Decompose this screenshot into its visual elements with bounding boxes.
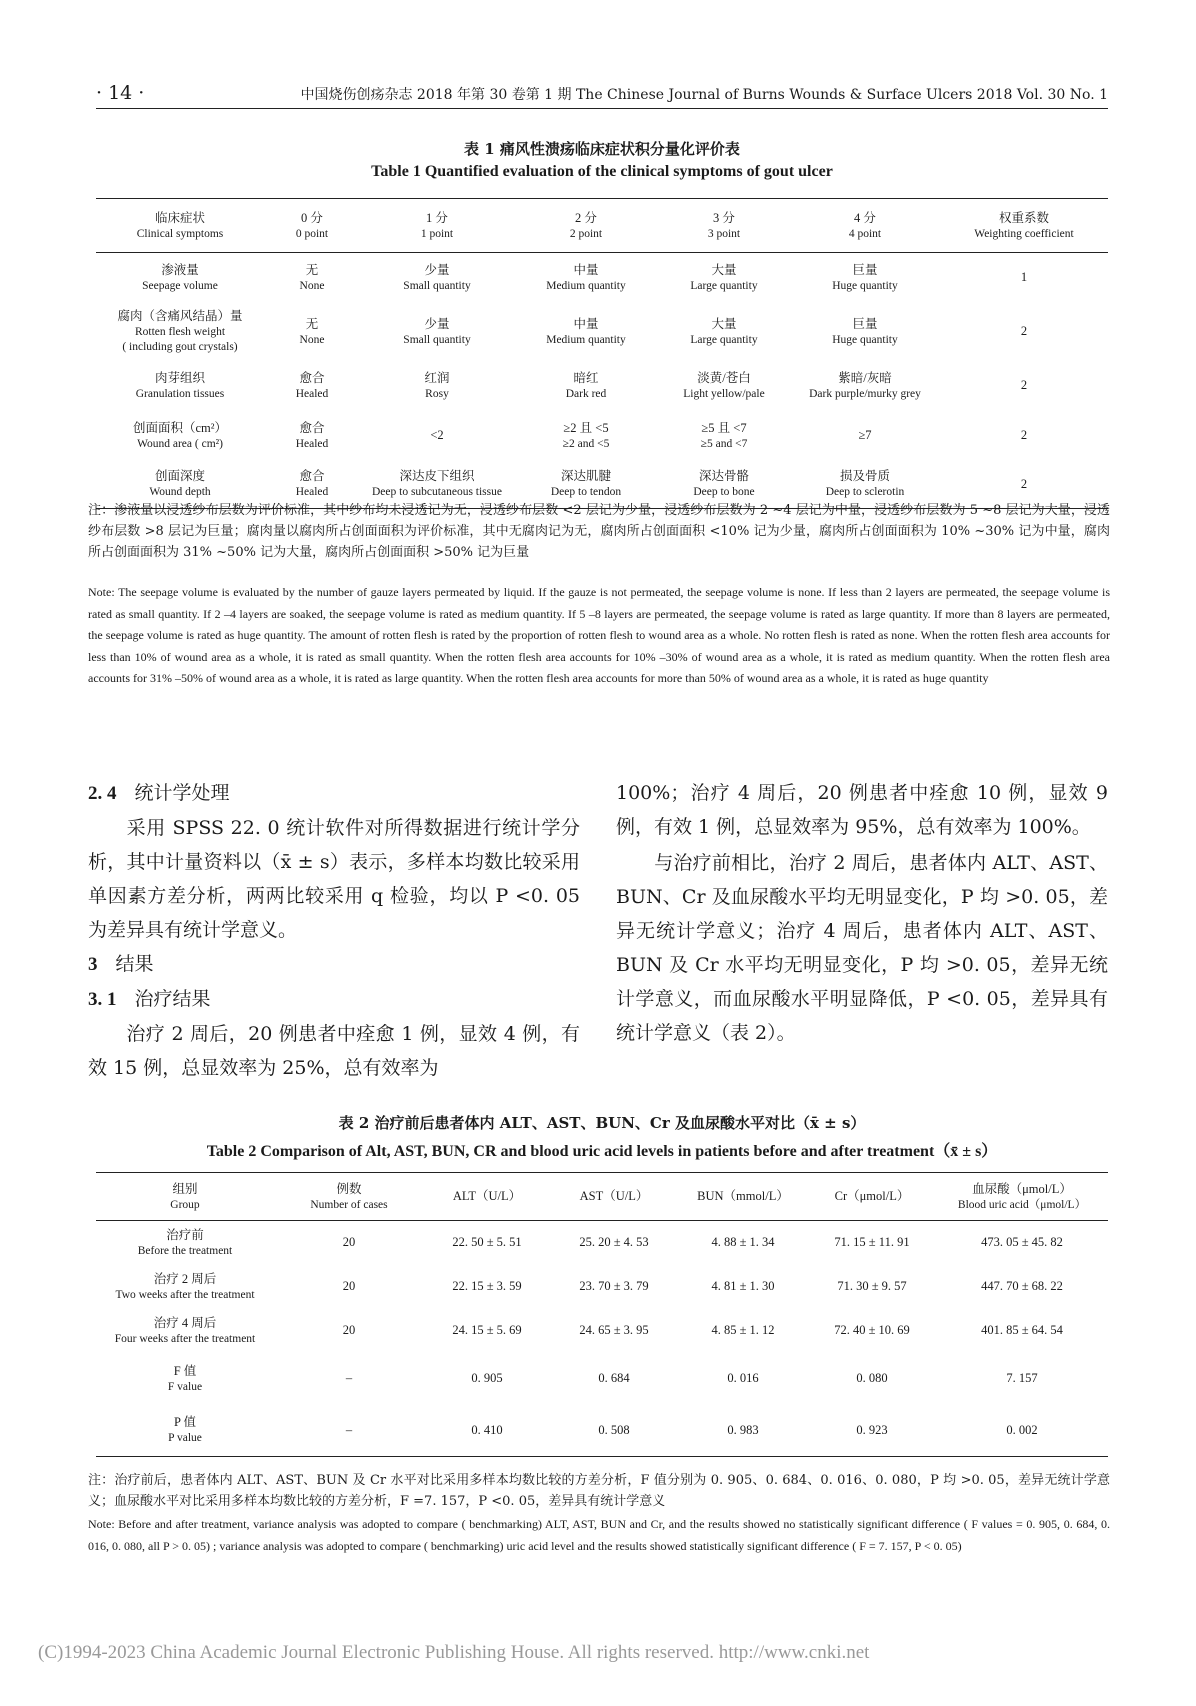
table1-caption-cn: 表 1 痛风性溃疡临床症状积分量化评价表 [464, 140, 740, 158]
table1-cell: 愈合 Healed [295, 469, 329, 499]
table1-header-row [96, 199, 1108, 253]
table2-cell: 24. 65 ± 3. 95 [579, 1323, 649, 1337]
table-row [96, 1309, 1108, 1353]
table2-cell: – [345, 1371, 353, 1385]
table-row [96, 411, 1108, 461]
table1-cell: 中量 Medium quantity [546, 316, 626, 346]
table2-cell: 71. 30 ± 9. 57 [837, 1279, 907, 1293]
table1-cell: 创面面积（cm²） Wound area ( cm²) [132, 420, 228, 450]
table1-cell: 淡黄/苍白 Light yellow/pale [683, 370, 765, 400]
table2-cell: – [345, 1422, 353, 1437]
table2-cell: 4. 88 ± 1. 34 [711, 1235, 775, 1250]
table1-cell: 深达皮下组织 Deep to subcutaneous tissue [372, 469, 502, 499]
section-heading-3: 3 结果 [88, 953, 154, 975]
table1-cell: 红润 Rosy [424, 370, 450, 400]
table1-note-cn: 注：渗液量以浸透纱布层数为评价标准，其中纱布均未浸透记为无，浸透纱布层数 <2 层记为少量，浸透纱布层数为 2 ~4 层记为中量，浸透纱布层数为 5 ~8 层记为大量，浸透纱布层数 >8 层记为巨量；腐肉量以腐肉所占创面面积为评价标准，其中无腐肉记为无，腐肉所占创面面积 <10% 记为少量，腐肉所占创面面积为 10% ~30% 记为中量，腐肉所占创面面积为 31% ~50% 记为大量，腐肉所占创面面积 >50% 记为巨量 [88, 503, 1110, 560]
copyright-footer: (C)1994-2023 China Academic Journal Electronic Publishing House. All rights reserved. http://www.cnki.net [38, 1642, 870, 1663]
table2-cell: 0. 905 [471, 1371, 503, 1385]
table2-cell: 71. 15 ± 11. 91 [834, 1235, 910, 1250]
table2-cell: 0. 080 [856, 1371, 888, 1385]
table1-weight: 2 [1020, 476, 1028, 491]
table-row [96, 1265, 1108, 1309]
table1-cell: 创面深度 Wound depth [149, 469, 211, 499]
table2-header-cell: 血尿酸（μmol/L） Blood uric acid（μmol/L） [957, 1181, 1087, 1211]
table2-cell: 72. 40 ± 10. 69 [834, 1323, 910, 1337]
table1-weight: 2 [1020, 428, 1028, 442]
table1-weight: 2 [1020, 378, 1028, 392]
table-row [96, 253, 1108, 303]
table1-cell: ≥5 且 <7 ≥5 and <7 [700, 420, 748, 450]
section-heading-2-4: 2. 4 统计学处理 [88, 782, 230, 804]
right-column [616, 776, 1108, 1050]
table2-cell: 23. 70 ± 3. 79 [579, 1279, 649, 1293]
table1-header-cell: 0 分 0 point [295, 210, 329, 240]
table1 [96, 198, 1108, 509]
table2-header-cell: Cr（μmol/L） [834, 1189, 910, 1203]
table-row [96, 1353, 1108, 1405]
table1-cell: 少量 Small quantity [403, 316, 471, 346]
journal-header: 中国烧伤创疡杂志 2018 年第 30 卷第 1 期 The Chinese Journal of Burns Wounds & Surface Ulcers 2018 Vol. 30 No. 1 [300, 87, 1108, 103]
table2-cell: 401. 85 ± 64. 54 [981, 1323, 1063, 1337]
left-column [88, 776, 580, 1085]
table2-cell: 24. 15 ± 5. 69 [452, 1323, 522, 1337]
table2-cell: 447. 70 ± 68. 22 [981, 1279, 1063, 1293]
table2-cell: 4. 81 ± 1. 30 [711, 1279, 775, 1293]
paragraph-results: 治疗 2 周后，20 例患者中痊愈 1 例，显效 4 例，有效 15 例，总显效率为 25%，总有效率为 [88, 1023, 580, 1079]
table1-cell: 少量 Small quantity [403, 262, 471, 292]
table2 [96, 1172, 1108, 1457]
table2-caption-en: Table 2 Comparison of Alt, AST, BUN, CR and blood uric acid levels in patients before and after treatment（x̄ ± s） [206, 1143, 998, 1160]
table1-weight: 1 [1020, 270, 1028, 285]
table2-cell: 0. 684 [598, 1371, 630, 1385]
table1-header-cell: 3 分 3 point [707, 210, 741, 240]
table2-cell: 7. 157 [1006, 1371, 1038, 1385]
table1-cell: 腐肉（含痛风结晶）量 Rotten flesh weight ( including gout crystals) [117, 309, 243, 353]
table-row [96, 303, 1108, 361]
table2-cell: 4. 85 ± 1. 12 [711, 1323, 775, 1337]
table1-header-cell: 2 分 2 point [569, 210, 603, 240]
table2-cell: 25. 20 ± 4. 53 [579, 1235, 649, 1250]
table2-cell: 0. 508 [598, 1422, 630, 1437]
table-row [96, 361, 1108, 411]
table2-note-cn: 注：治疗前后，患者体内 ALT、AST、BUN 及 Cr 水平对比采用多样本均数比较的方差分析，F 值分别为 0. 905、0. 684、0. 016、0. 080，P 均 >0. 05，差异无统计学意义；血尿酸水平对比采用多样本均数比较的方差分析，F =7. 157，P <0. 05，差异具有统计学意义 [88, 1473, 1110, 1509]
table2-note-en: Note: Before and after treatment, variance analysis was adopted to compare ( benchmarking) ALT, AST, BUN and Cr, and the results showed no statistically significant difference ( F values = 0. 905, 0. 684, 0. 016, 0. 080, all P > 0. 05) ; variance analysis was adopted to compare ( benchmarking) uric acid level and the results showed statistically significant difference ( F = 7. 157, P < 0. 05) [88, 1517, 1110, 1553]
table1-cell: 中量 Medium quantity [546, 262, 626, 292]
table1-header-cell: 临床症状 Clinical symptoms [136, 210, 224, 240]
table2-caption-cn: 表 2 治疗前后患者体内 ALT、AST、BUN、Cr 及血尿酸水平对比（x̄ ± s） [338, 1114, 866, 1132]
table1-cell: 肉芽组织 Granulation tissues [135, 370, 225, 400]
table1-cell: 损及骨质 Deep to sclerotin [825, 469, 905, 499]
table1-cell: 愈合 Healed [295, 420, 329, 450]
table1-header-cell: 1 分 1 point [420, 210, 454, 240]
table1-cell: 大量 Large quantity [690, 262, 758, 292]
table2-cell: 22. 15 ± 3. 59 [452, 1279, 522, 1293]
table1-cell: 暗红 Dark red [565, 370, 607, 400]
table1-cell: 愈合 Healed [295, 370, 329, 400]
table1-cell: ≥2 且 <5 ≥2 and <5 [562, 420, 610, 450]
table2-group: 治疗 2 周后 Two weeks after the treatment [115, 1271, 255, 1301]
table2-cell: 0. 923 [856, 1422, 888, 1437]
table-row [96, 1405, 1108, 1457]
table1-cell: 渗液量 Seepage volume [142, 262, 218, 292]
table2-header-cell: BUN（mmol/L） [697, 1189, 789, 1203]
table2-header-cell: 例数 Number of cases [310, 1181, 388, 1211]
table1-caption-en: Table 1 Quantified evaluation of the clinical symptoms of gout ulcer [371, 163, 833, 180]
section-heading-3-1: 3. 1 治疗结果 [88, 988, 211, 1010]
table2-cell: 20 [342, 1323, 356, 1337]
table1-cell: 紫暗/灰暗 Dark purple/murky grey [809, 370, 921, 400]
table1-cell: 深达骨骼 Deep to bone [693, 469, 755, 499]
table1-header-cell: 4 分 4 point [848, 210, 882, 240]
table2-cell: 473. 05 ± 45. 82 [981, 1235, 1063, 1250]
table2-group: P 值 P value [168, 1415, 202, 1445]
table2-group: 治疗 4 周后 Four weeks after the treatment [114, 1315, 256, 1345]
table2-cell: 0. 983 [727, 1422, 759, 1437]
table2-header-cell: AST（U/L） [579, 1189, 649, 1203]
table2-header-cell: ALT（U/L） [452, 1189, 522, 1203]
table2-cell: 20 [342, 1235, 356, 1250]
table1-cell: 巨量 Huge quantity [832, 316, 898, 346]
table1-cell: 无 None [299, 316, 325, 346]
table1-cell: 深达肌腱 Deep to tendon [550, 469, 622, 499]
table1-header-cell: 权重系数 Weighting coefficient [974, 210, 1074, 240]
table2-group: F 值 F value [167, 1363, 203, 1393]
table2-header-cell: 组别 Group [170, 1181, 200, 1211]
table1-cell: ≥7 [858, 428, 872, 442]
table2-cell: 22. 50 ± 5. 51 [452, 1235, 522, 1250]
table2-cell: 0. 410 [471, 1422, 503, 1437]
table1-cell: 巨量 Huge quantity [832, 262, 898, 292]
table1-weight: 2 [1020, 324, 1028, 338]
table2-cell: 0. 016 [727, 1371, 759, 1385]
paragraph-results-cont: 100%；治疗 4 周后，20 例患者中痊愈 10 例，显效 9 例，有效 1 例，总显效率为 95%，总有效率为 100%。 [616, 782, 1108, 838]
table2-header-row [96, 1173, 1108, 1221]
table1-cell: 无 None [299, 262, 325, 292]
table1-cell: 大量 Large quantity [690, 316, 758, 346]
table1-note-en: Note: The seepage volume is evaluated by the number of gauze layers permeated by liquid. If the gauze is not permeated, the seepage volume is none. If less than 2 layers are permeated, the seepage volume is rated as small quantity. If 2 –4 layers are soaked, the seepage volume is rated as medium quantity. If 5 –8 layers are permeated, the seepage volume is rated as large quantity. If more than 8 layers are permeated, the seepage volume is rated as huge quantity. The amount of rotten flesh is rated by the proportion of rotten flesh to wound area as a whole. No rotten flesh is rated as none. When the rotten flesh area accounts for less than 10% of wound area as a whole, it is rated as small quantity. When the rotten flesh area accounts for 10% –30% of wound area as a whole, it is rated as medium quantity. When the rotten flesh area accounts for 31% –50% of wound area as a whole, it is rated as large quantity. When the rotten flesh area accounts for more than 50% of wound area as a whole, it is rated as huge quantity [88, 585, 1110, 685]
paragraph-statistics: 采用 SPSS 22. 0 统计软件对所得数据进行统计学分析，其中计量资料以（x̄ ± s）表示，多样本均数比较采用单因素方差分析，两两比较采用 q 检验，均以 P <0. 05 为差异具有统计学意义。 [88, 817, 580, 941]
table1-cell: <2 [430, 428, 444, 442]
page-number: · 14 · [96, 82, 145, 104]
table-row [96, 1221, 1108, 1265]
paragraph-lab-values: 与治疗前相比，治疗 2 周后，患者体内 ALT、AST、BUN、Cr 及血尿酸水平均无明显变化，P 均 >0. 05，差异无统计学意义；治疗 4 周后，患者体内 ALT、AST、BUN 及 Cr 水平均无明显变化，P 均 >0. 05，差异无统计学意义，而血尿酸水平明显降低，P <0. 05，差异具有统计学意义（表 2）。 [616, 852, 1108, 1044]
table2-cell: 0. 002 [1006, 1422, 1038, 1437]
table2-group: 治疗前 Before the treatment [137, 1227, 233, 1257]
header-rule [96, 108, 1108, 109]
table2-cell: 20 [342, 1279, 356, 1293]
